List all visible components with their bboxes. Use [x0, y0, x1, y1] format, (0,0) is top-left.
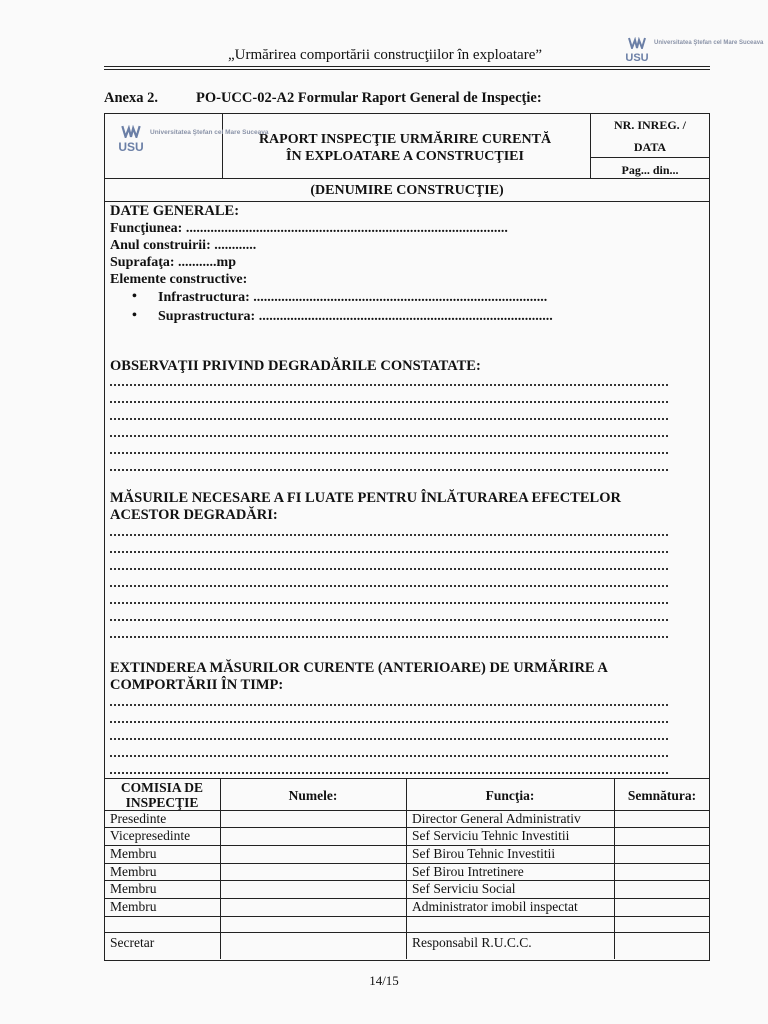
table-row-role: Presedinte: [110, 811, 167, 826]
header-rule-2: [104, 69, 710, 70]
table-row-role: Membru: [110, 899, 157, 914]
bullet-icon: •: [132, 308, 137, 323]
table-row-function: Sef Birou Intretinere: [412, 864, 524, 879]
extindere-line[interactable]: [110, 749, 668, 757]
divider: [104, 201, 710, 202]
report-title: RAPORT INSPECŢIE URMĂRIRE CURENTĂ ÎN EXPLOATARE A CONSTRUCŢIEI: [258, 132, 552, 164]
observatii-line[interactable]: [110, 446, 668, 454]
table-row-role: Secretar: [110, 935, 155, 950]
university-logo-form: [116, 125, 269, 155]
document-header-title: „Urmărirea comportării construcţiilor în exploatare”: [228, 47, 543, 63]
anexa-label: Anexa 2. PO-UCC-02-A2 Formular Raport General de Inspecţie:: [104, 90, 542, 106]
table-row-function: Sef Serviciu Social: [412, 881, 516, 896]
masuri-line[interactable]: [110, 579, 668, 587]
observatii-line[interactable]: [110, 378, 668, 386]
masuri-line[interactable]: [110, 562, 668, 570]
suprafata-field[interactable]: Suprafaţa: ...........mp: [110, 255, 237, 270]
numele-header: Numele:: [288, 788, 338, 803]
usu-logo-icon: USU: [624, 37, 650, 65]
semnatura-column-cells[interactable]: [615, 811, 709, 958]
nr-inreg-label: NR. INREG. /: [613, 118, 686, 132]
header-rule: [104, 66, 710, 67]
table-top-rule: [104, 778, 710, 779]
logo-text: Universitatea Ştefan cel Mare Suceava: [150, 129, 269, 136]
numele-column-cells[interactable]: [221, 811, 405, 958]
elemente-constructive-label: Elemente constructive:: [110, 272, 248, 287]
university-logo-header: [624, 37, 764, 65]
infrastructura-field[interactable]: Infrastructura: ....................................................................................: [158, 290, 548, 305]
extindere-line[interactable]: [110, 766, 668, 774]
table-row-role: Vicepresedinte: [110, 828, 191, 843]
data-label: DATA: [633, 140, 667, 154]
extindere-line[interactable]: [110, 732, 668, 740]
page-count-label: Pag... din...: [621, 163, 679, 177]
suprastructura-field[interactable]: Suprastructura: ....................................................................................: [158, 309, 553, 324]
observatii-line[interactable]: [110, 412, 668, 420]
table-row-function: Responsabil R.U.C.C.: [412, 935, 532, 950]
page-number: 14/15: [369, 973, 399, 988]
masuri-heading: MĂSURILE NECESARE A FI LUATE PENTRU ÎNLĂTURAREA EFECTELOR ACESTOR DEGRADĂRI:: [110, 490, 621, 523]
observatii-line[interactable]: [110, 429, 668, 437]
masuri-line[interactable]: [110, 596, 668, 604]
comisia-header: COMISIA DE INSPECŢIE: [120, 780, 204, 810]
table-row-function: Director General Administrativ: [412, 811, 581, 826]
extindere-line[interactable]: [110, 715, 668, 723]
date-generale-heading: DATE GENERALE:: [110, 203, 240, 219]
masuri-line[interactable]: [110, 630, 668, 638]
semnatura-header: Semnătura:: [627, 788, 697, 803]
divider: [104, 178, 710, 179]
observatii-line[interactable]: [110, 463, 668, 471]
form-code: PO-UCC-02-A2 Formular Raport General de Inspecţie:: [196, 90, 542, 106]
divider: [590, 113, 591, 178]
masuri-line[interactable]: [110, 613, 668, 621]
divider: [590, 157, 710, 158]
logo-text: Universitatea Ştefan cel Mare Suceava: [654, 40, 764, 46]
anul-construirii-field[interactable]: Anul construirii: ............: [110, 238, 257, 253]
table-row-function: Sef Birou Tehnic Investitii: [412, 846, 556, 861]
masuri-line[interactable]: [110, 528, 668, 536]
extindere-line[interactable]: [110, 698, 668, 706]
bullet-icon: •: [132, 289, 137, 304]
table-row-role: Membru: [110, 881, 157, 896]
usu-logo-icon: USU: [116, 125, 146, 154]
table-row-function: Administrator imobil inspectat: [412, 899, 578, 914]
observatii-line[interactable]: [110, 395, 668, 403]
table-row-role: Membru: [110, 846, 157, 861]
construction-name-label: (DENUMIRE CONSTRUCŢIE): [310, 183, 504, 198]
table-row-role: Membru: [110, 864, 157, 879]
functiunea-field[interactable]: Funcţiunea: ............................................................................................: [110, 221, 508, 236]
observatii-heading: OBSERVAŢII PRIVIND DEGRADĂRILE CONSTATATE:: [110, 358, 481, 374]
extindere-heading: EXTINDEREA MĂSURILOR CURENTE (ANTERIOARE) DE URMĂRIRE A COMPORTĂRII ÎN TIMP:: [110, 660, 608, 693]
masuri-line[interactable]: [110, 545, 668, 553]
functia-header: Funcţia:: [485, 788, 535, 803]
table-row-function: Sef Serviciu Tehnic Investitii: [412, 828, 570, 843]
